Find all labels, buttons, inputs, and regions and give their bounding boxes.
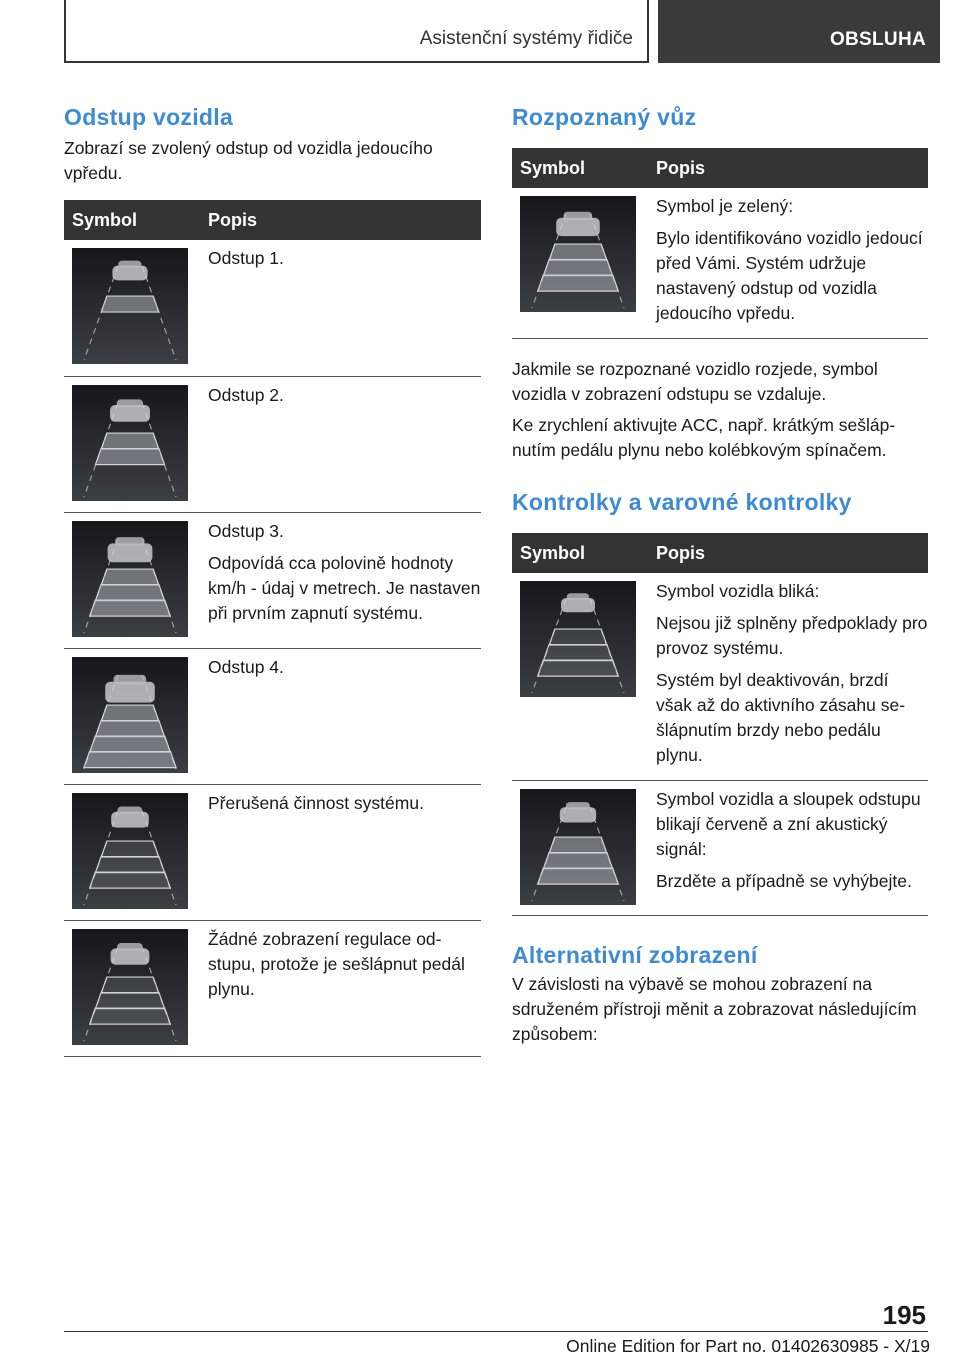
description-cell — [196, 920, 481, 1056]
chapter-title: Asistenční systémy řidiče — [419, 28, 633, 49]
th-symbol: Symbol — [512, 148, 644, 188]
distance-table — [64, 200, 481, 1057]
description-text: Odstup 3. — [208, 520, 284, 541]
header-chapter-box — [64, 0, 649, 63]
symbol-cell — [512, 781, 644, 916]
table-row — [64, 512, 481, 648]
distance-heading: Odstup vozidla — [64, 104, 234, 130]
symbol-cell — [64, 376, 196, 512]
description-cell — [644, 573, 928, 781]
symbol-cell — [512, 573, 644, 781]
vehicle-distance-warning-icon — [520, 789, 636, 905]
footer-divider — [64, 1331, 864, 1332]
description-cell — [644, 188, 928, 339]
table-row — [512, 573, 928, 781]
edition-note: Online Edition for Part no. 01402630985 - X/19 — [566, 1336, 930, 1356]
distance-2-icon — [72, 385, 188, 501]
th-description: Popis — [196, 200, 481, 240]
description-text: Nejsou již splněny předpoklady pro provoz systému. — [656, 613, 928, 658]
vehicle-flashing-icon — [520, 581, 636, 697]
table-row — [64, 648, 481, 784]
description-cell — [196, 512, 481, 648]
left-column — [64, 100, 481, 1057]
distance-1-icon — [72, 248, 188, 364]
header-section-box — [658, 0, 940, 63]
symbol-cell — [64, 240, 196, 376]
symbol-cell — [64, 920, 196, 1056]
th-symbol: Symbol — [64, 200, 196, 240]
description-text: Brzděte a případně se vyhýbejte. — [656, 871, 912, 891]
distance-intro: Zobrazí se zvolený odstup od vozidla jedoucího vpředu. — [64, 138, 433, 183]
description-text: Symbol vozidla bliká: — [656, 581, 820, 601]
table-row — [64, 376, 481, 512]
symbol-cell — [64, 784, 196, 920]
page-number: 195 — [882, 1300, 926, 1330]
th-description: Popis — [644, 148, 928, 188]
description-text: Bylo identifikováno vozidlo jedoucí před Vámi. Systém udržuje nastavený odstup od vozidla jedoucího vpředu. — [656, 228, 923, 323]
description-cell — [644, 781, 928, 916]
description-text: Odstup 1. — [208, 248, 284, 268]
description-text: Symbol vozidla a sloupek odstupu blikají červeně a zní akustický signál: — [656, 789, 921, 859]
detected-vehicle-heading: Rozpoznaný vůz — [512, 104, 697, 130]
th-symbol: Symbol — [512, 533, 644, 573]
description-text: Odpovídá cca polovině hodnoty km/h - údaj v metrech. Je nastaven při prvním zapnutí systému. — [208, 552, 481, 623]
symbol-cell — [64, 648, 196, 784]
description-cell — [196, 240, 481, 376]
table-row — [512, 781, 928, 916]
system-interrupted-icon — [72, 793, 188, 909]
distance-4-icon — [72, 657, 188, 773]
description-cell — [196, 784, 481, 920]
description-text: Systém byl deaktivován, brzdí však až do aktivního zásahu sešlápnutím brzdy nebo pedálu plynu. — [656, 670, 906, 765]
symbol-cell — [512, 188, 644, 339]
th-description: Popis — [644, 533, 928, 573]
warning-lights-heading: Kontrolky a varovné kontrolky — [512, 489, 852, 515]
description-text: Odstup 4. — [208, 656, 284, 677]
description-text: Symbol je zelený: — [656, 196, 794, 216]
table-row — [64, 240, 481, 376]
distance-3-icon — [72, 521, 188, 637]
table-row — [64, 784, 481, 920]
alternative-display-heading: Alternativní zobrazení — [512, 942, 758, 968]
paragraph: V závislosti na výbavě se mohou zobrazení na sdruženém přístroji měnit a zobrazovat následujícím způsobem: — [512, 974, 917, 1044]
no-distance-control-icon — [72, 929, 188, 1045]
paragraph: Jakmile se rozpoznané vozidlo rozjede, symbol vozidla v zobrazení odstupu se vzdaluje. — [512, 359, 878, 404]
section-title: OBSLUHA — [829, 29, 926, 50]
table-row — [512, 188, 928, 339]
warning-lights-table — [512, 533, 928, 916]
symbol-cell — [64, 512, 196, 648]
description-text: Přerušená činnost systému. — [208, 792, 424, 813]
detected-vehicle-icon — [520, 196, 636, 312]
footer-divider — [864, 1331, 928, 1332]
description-cell — [196, 376, 481, 512]
table-row — [64, 920, 481, 1056]
description-cell — [196, 648, 481, 784]
paragraph: Ke zrychlení aktivujte ACC, např. krátkým sešlápnutím pedálu plynu nebo kolébkovým spínačem. — [512, 415, 896, 460]
detected-vehicle-table — [512, 148, 928, 339]
description-text: Odstup 2. — [208, 384, 284, 405]
right-column — [512, 100, 928, 1047]
description-text: Žádné zobrazení regulace odstupu, protože je sešlápnut pedál plynu. — [208, 928, 465, 999]
